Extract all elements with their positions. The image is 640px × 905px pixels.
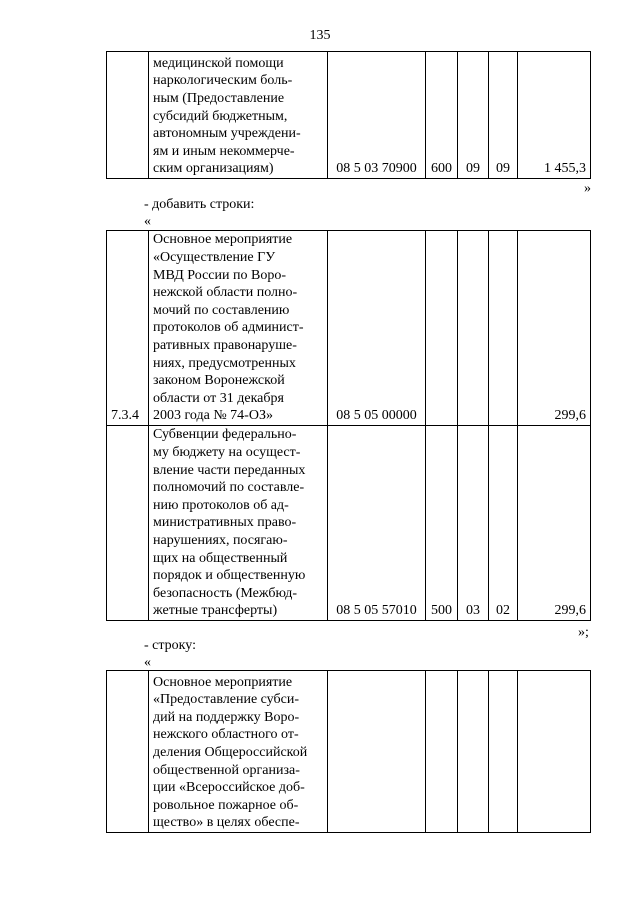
row-expense-type [426,231,458,426]
table-row [107,426,591,621]
row-name: Субвенции федерально- му бюджету на осущест- вление части переданных полномочий по составле- нию протоколов об ад- министративных право- нарушениях, посягаю- щих на общественный порядок и общественную безопасность (Межбюд- жетные трансферты) [149,426,328,621]
budget-table-1 [106,51,591,179]
row-subsection: 02 [489,426,518,621]
row-name: Основное мероприятие «Осуществление ГУ МВД России по Воро- нежской области полно- мочий по составлению протоколов об админист- ративных правонаруше- ниях, предусмотренных законом Воронежской области от 31 декабря 2003 года № 74-ОЗ» [149,231,328,426]
row-section: 03 [458,426,489,621]
budget-table-2 [106,230,591,621]
row-subsection [489,671,518,833]
row-expense-type [426,671,458,833]
row-number: 7.3.4 [107,231,149,426]
opening-quote: « [144,655,151,670]
row-number [107,671,149,833]
row-amount: 299,6 [518,231,591,426]
row-section [458,671,489,833]
page-number: 135 [309,28,331,43]
opening-quote: « [144,214,151,229]
row-expense-type: 600 [426,52,458,179]
table-row [107,52,591,179]
row-subsection [489,231,518,426]
budget-table-3 [106,670,591,833]
row-amount [518,671,591,833]
row-section [458,231,489,426]
row-amount: 299,6 [518,426,591,621]
row-name: Основное мероприятие «Предоставление субси- дий на поддержку Воро- нежского областного от- деления Общероссийской общественной организа- ции «Всероссийское доб- ровольное пожарное об- щество» в целях обеспе- [149,671,328,833]
row-target-code: 08 5 05 57010 [328,426,426,621]
row-number [107,52,149,179]
instruction-add-rows: - добавить строки: [144,197,255,212]
row-section: 09 [458,52,489,179]
row-expense-type: 500 [426,426,458,621]
table-row [107,231,591,426]
row-name: медицинской помощи наркологическим боль- ным (Предоставление субсидий бюджетным, автономным учреждени- ям и иным некоммерче- ским организациям) [149,52,328,179]
row-amount: 1 455,3 [518,52,591,179]
table-row [107,671,591,833]
row-target-code [328,671,426,833]
row-number [107,426,149,621]
instruction-replace-row: - строку: [144,638,196,653]
row-subsection: 09 [489,52,518,179]
row-target-code: 08 5 05 00000 [328,231,426,426]
closing-quote: » [584,181,591,196]
row-target-code: 08 5 03 70900 [328,52,426,179]
closing-quote-semicolon: »; [578,625,589,640]
